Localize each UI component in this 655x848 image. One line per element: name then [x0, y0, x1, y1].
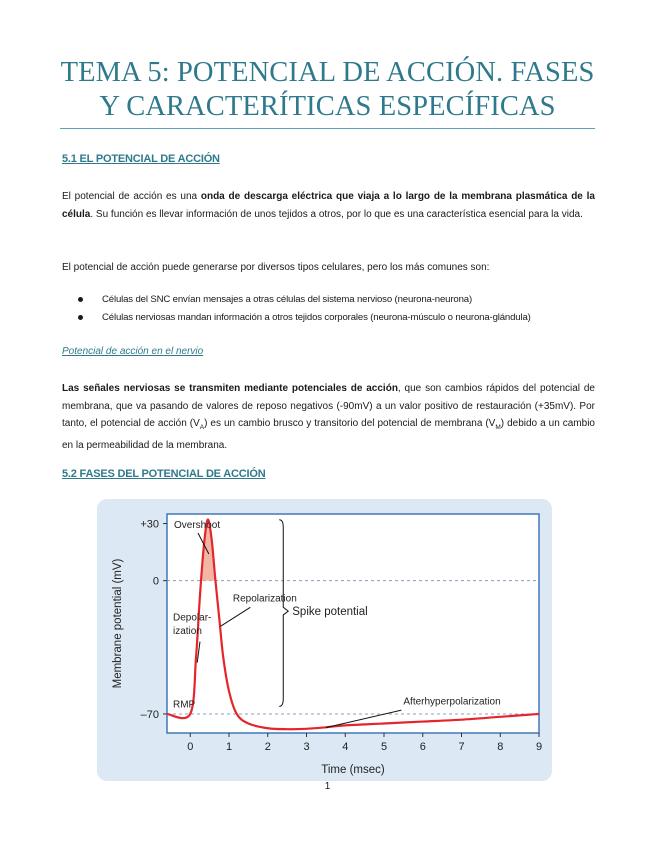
document-title — [40, 56, 615, 124]
x-tick-label: 4 — [342, 741, 349, 753]
title-line-1: TEMA 5: POTENCIAL DE ACCIÓN. FASES — [60, 57, 595, 88]
title-divider — [60, 128, 595, 129]
list-item-text: Células del SNC envían mensajes a otras células del sistema nervioso (neurona-neurona) — [102, 294, 472, 305]
para3-text-b: , que son cambios rápidos del potencial de membrana, que va pasando de valores de reposo negativos (-90mV) a un valor positivo de restauración (+35mV). Por tanto, el potencial de acción (V — [62, 383, 595, 429]
x-tick-label: 6 — [419, 741, 426, 753]
annotation-repolarization: Repolarization — [232, 593, 297, 605]
x-axis-label: Time (msec) — [321, 764, 385, 776]
para1-bold: onda de descarga eléctrica que viaja a lo largo de la membrana plasmática de la célula — [62, 191, 595, 220]
para1-text-a: El potencial de acción es una — [62, 191, 201, 202]
y-axis-label: Membrane potential (mV) — [112, 558, 124, 689]
y-tick-label: –70 — [140, 708, 159, 721]
x-tick-label: 8 — [497, 741, 504, 753]
annotation-afterhyperpolarization: Afterhyperpolarization — [403, 696, 501, 708]
y-tick-label: 0 — [152, 575, 159, 588]
x-tick-label: 7 — [458, 741, 465, 753]
x-tick-label: 9 — [535, 741, 543, 753]
annotation-spike-potential: Spike potential — [292, 606, 368, 619]
annotation-depolarization-line1: Depolar- — [173, 612, 212, 624]
para3-sub-m: M — [495, 424, 501, 431]
para3-text-d: ) debido a un cambio en la permeabilidad de la membrana. — [62, 418, 595, 451]
x-tick-label: 1 — [225, 741, 233, 753]
annotation-depolarization-line2: ization — [173, 625, 202, 637]
para3-sub-a: A — [199, 424, 205, 431]
paragraph-cell-types: El potencial de acción puede generarse por diversos tipos celulares, pero los más comunes son: — [62, 262, 490, 273]
para3-text-c: ) es un cambio brusco y transitorio del potencial de membrana (V — [204, 418, 496, 429]
list-item — [62, 291, 602, 309]
bullet-icon — [78, 297, 83, 302]
x-tick-label: 2 — [264, 741, 271, 753]
x-tick-label: 3 — [303, 741, 310, 753]
page-number: 1 — [324, 781, 331, 792]
subheading-nerve-potential: Potencial de acción en el nervio — [62, 346, 204, 357]
x-tick-label: 0 — [187, 741, 194, 753]
bullet-icon — [78, 315, 83, 320]
list-item — [62, 309, 602, 327]
y-tick-label: +30 — [140, 518, 159, 531]
section-heading-5-1: 5.1 EL POTENCIAL DE ACCIÓN — [62, 153, 220, 165]
para3-bold: Las señales nerviosas se transmiten mediante potenciales de acción — [62, 383, 398, 394]
cell-types-list — [62, 291, 602, 326]
section-heading-5-2: 5.2 FASES DEL POTENCIAL DE ACCIÓN — [62, 468, 266, 480]
action-potential-chart — [97, 499, 552, 781]
list-item-text: Células nerviosas mandan información a otros tejidos corporales (neurona-músculo o neurona-glándula) — [102, 311, 531, 323]
para1-text-c: . Su función es llevar información de unos tejidos a otros, por lo que es una característica esencial para la vida. — [90, 208, 583, 220]
annotation-overshoot: Overshoot — [174, 520, 221, 531]
paragraph-definition — [62, 188, 595, 223]
x-tick-label: 5 — [380, 741, 388, 753]
title-line-2: Y CARACTERÍTICAS ESPECÍFICAS — [99, 91, 556, 122]
annotation-rmp: RMP — [173, 699, 196, 711]
paragraph-nerve-signals — [62, 380, 595, 454]
